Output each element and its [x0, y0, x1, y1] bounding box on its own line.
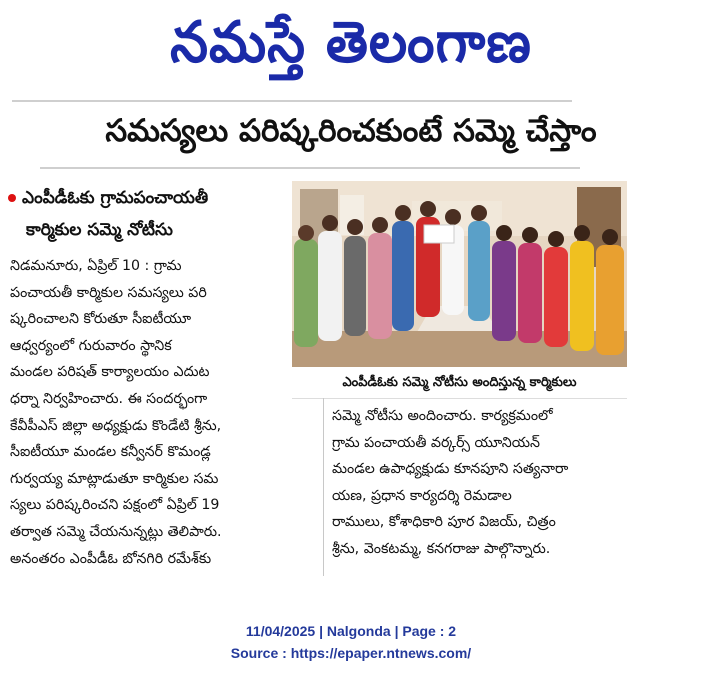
group-photo-illustration: [292, 181, 627, 367]
body-line: స్యలు పరిష్కరించని పక్షంలో ఏప్రిల్ 19: [10, 497, 220, 514]
body-line: ష్కరించాలని కోరుతూ సీఐటీయూ: [10, 311, 192, 328]
body-line: ఆధ్వర్యంలో గురువారం స్థానిక: [10, 337, 172, 354]
body-line: పంచాయతీ కార్మికుల సమస్యలు పరి: [10, 284, 207, 301]
photo-caption: ఎంపీడీఓకు సమ్మె నోటీసు అందిస్తున్న కార్మికులు: [292, 368, 627, 399]
body-line: సీఐటీయూ మండల కన్వీనర్ కొమండ్ల: [10, 444, 211, 461]
body-line: సమ్మె నోటీసు అందించారు. కార్యక్రమంలో: [332, 408, 553, 424]
article-photo: [292, 181, 627, 367]
footer-date-line: 11/04/2025 | Nalgonda | Page : 2: [245, 623, 457, 639]
body-line: అనంతరం ఎంపీడీఓ బోనగిరి రమేశ్‌కు: [10, 550, 212, 567]
article-body-right: [332, 403, 642, 563]
masthead-rule: [12, 100, 572, 102]
headline-rule: [40, 167, 580, 169]
body-line: ధర్నా నిర్వహించారు. ఈ సందర్భంగా: [10, 390, 208, 407]
article-kicker: [8, 186, 293, 242]
body-line: గుర్వయ్య మాట్లాడుతూ కార్మికుల సమ: [10, 470, 219, 487]
body-line: మండల పరిషత్ కార్యాలయం ఎదుట: [10, 364, 210, 381]
column-divider: [323, 398, 324, 576]
body-line: తర్వాత సమ్మె చేయనున్నట్లు తెలిపారు.: [10, 523, 222, 540]
article-body-left: [10, 253, 320, 572]
kicker-line-2: కార్మికుల సమ్మె నోటీసు: [26, 220, 173, 240]
body-line: మండల ఉపాధ్యక్షుడు కూనపూని సత్యనారా: [332, 461, 569, 478]
article-headline: సమస్యలు పరిష్కరించకుంటే సమ్మె చేస్తాం: [105, 113, 597, 149]
body-line: గ్రామ పంచాయతీ వర్కర్స్ యూనియన్: [332, 434, 540, 451]
body-line: యణ, ప్రధాన కార్యదర్శి రెమడాల: [332, 487, 512, 504]
masthead: [0, 0, 702, 98]
footer-source-line: Source : https://epaper.ntnews.com/: [230, 645, 472, 661]
body-line: శ్రీను, వెంకటమ్మ, కనగరాజు పాల్గొన్నారు.: [332, 540, 551, 557]
body-line: రాములు, కోశాధికారి పూర విజయ్, చిత్రం: [332, 514, 556, 531]
body-line: నిడమనూరు, ఏప్రిల్ 10 : గ్రామ: [10, 258, 182, 274]
body-line: కేవీపీఎస్ జిల్లా అధ్యక్షుడు కొండేటి శ్రీను,: [10, 417, 222, 434]
source-footer: [0, 620, 702, 664]
kicker-line-1: ఎంపీడీఓకు గ్రామపంచాయతీ: [22, 188, 209, 208]
masthead-logo-text: నమస్తే తెలంగాణ: [170, 8, 532, 75]
bullet-dot-icon: [8, 194, 16, 202]
